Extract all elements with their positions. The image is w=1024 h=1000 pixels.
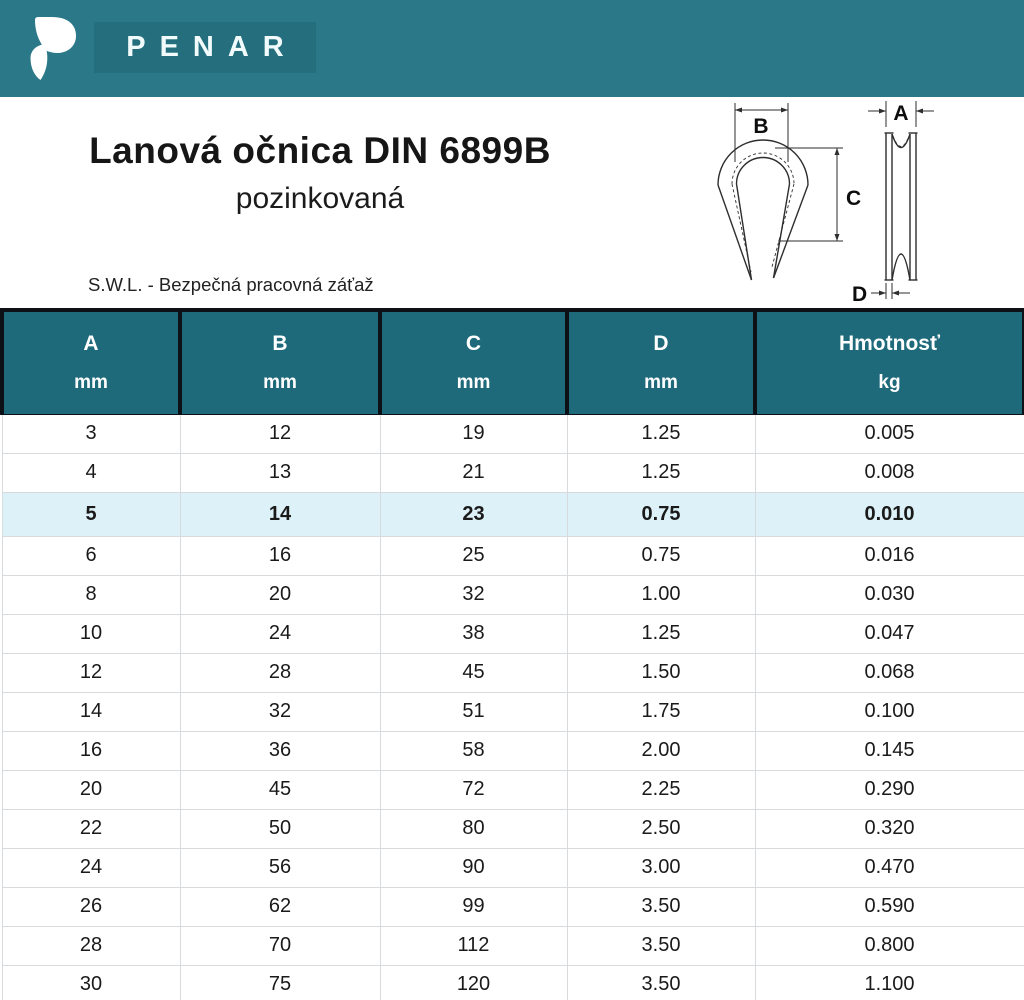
table-cell: 1.25 [567, 414, 755, 453]
brand-badge [94, 22, 316, 73]
table-cell: 20 [2, 770, 180, 809]
table-cell: 38 [380, 614, 567, 653]
table-row [2, 848, 1024, 887]
header-row [2, 310, 1024, 414]
table-cell: 0.75 [567, 492, 755, 536]
title-block [40, 128, 600, 216]
table-cell: 0.75 [567, 536, 755, 575]
dimension-c-label: C [846, 187, 862, 210]
column-header-b: B mm [180, 310, 380, 414]
spec-table [0, 308, 1024, 1000]
table-cell: 62 [180, 887, 380, 926]
brand-banner [0, 0, 1024, 97]
table-cell: 75 [180, 965, 380, 1000]
page-subtitle: pozinkovaná [235, 182, 405, 216]
table-cell: 0.047 [755, 614, 1024, 653]
table-cell: 0.008 [755, 453, 1024, 492]
brand-name: PENAR [126, 31, 298, 63]
table-cell: 10 [2, 614, 180, 653]
table-cell: 22 [2, 809, 180, 848]
table-cell: 30 [2, 965, 180, 1000]
table-cell: 72 [380, 770, 567, 809]
table-cell: 1.00 [567, 575, 755, 614]
table-cell: 3 [2, 414, 180, 453]
table-row [2, 575, 1024, 614]
dimension-b [735, 103, 788, 162]
table-row [2, 653, 1024, 692]
table-row [2, 887, 1024, 926]
table-cell: 51 [380, 692, 567, 731]
thimble-technical-drawing [690, 95, 1024, 310]
table-cell: 1.50 [567, 653, 755, 692]
table-cell: 3.00 [567, 848, 755, 887]
table-cell: 0.470 [755, 848, 1024, 887]
table-cell: 6 [2, 536, 180, 575]
table-cell: 12 [180, 414, 380, 453]
table-cell: 4 [2, 453, 180, 492]
table-cell: 58 [380, 731, 567, 770]
table-cell: 90 [380, 848, 567, 887]
dimension-a-label: A [893, 102, 909, 125]
table-cell: 19 [380, 414, 567, 453]
table-cell: 26 [2, 887, 180, 926]
table-cell: 8 [2, 575, 180, 614]
table-cell: 1.25 [567, 614, 755, 653]
table-cell: 1.100 [755, 965, 1024, 1000]
table-row [2, 414, 1024, 453]
table-cell: 45 [180, 770, 380, 809]
table-cell: 32 [180, 692, 380, 731]
table-row [2, 731, 1024, 770]
table-row [2, 809, 1024, 848]
table-cell: 1.75 [567, 692, 755, 731]
table-cell: 25 [380, 536, 567, 575]
spec-table-body [2, 414, 1024, 1000]
dimension-a [868, 101, 934, 127]
table-cell: 3.50 [567, 965, 755, 1000]
column-header-a: A mm [2, 310, 180, 414]
table-cell: 5 [2, 492, 180, 536]
table-row [2, 536, 1024, 575]
table-row [2, 692, 1024, 731]
dimension-b-label: B [753, 115, 769, 138]
table-cell: 24 [2, 848, 180, 887]
table-cell: 2.25 [567, 770, 755, 809]
table-cell: 24 [180, 614, 380, 653]
table-cell: 0.100 [755, 692, 1024, 731]
table-cell: 120 [380, 965, 567, 1000]
table-row [2, 453, 1024, 492]
table-cell: 0.005 [755, 414, 1024, 453]
table-row [2, 770, 1024, 809]
table-cell: 99 [380, 887, 567, 926]
table-cell: 56 [180, 848, 380, 887]
table-cell: 0.290 [755, 770, 1024, 809]
column-header-c: C mm [380, 310, 567, 414]
table-cell: 20 [180, 575, 380, 614]
table-cell: 0.800 [755, 926, 1024, 965]
dimension-d-label: D [852, 283, 868, 306]
table-cell: 112 [380, 926, 567, 965]
table-cell: 0.320 [755, 809, 1024, 848]
table-row [2, 614, 1024, 653]
table-cell: 0.068 [755, 653, 1024, 692]
table-cell: 50 [180, 809, 380, 848]
table-cell: 32 [380, 575, 567, 614]
thimble-front-view [718, 140, 808, 280]
penar-leaf-logo-icon [28, 9, 92, 89]
swl-note: S.W.L. - Bezpečná pracovná záťaž [88, 274, 374, 295]
table-cell: 28 [2, 926, 180, 965]
table-row [2, 926, 1024, 965]
table-cell: 21 [380, 453, 567, 492]
table-cell: 0.145 [755, 731, 1024, 770]
thimble-side-view [885, 133, 918, 280]
table-cell: 45 [380, 653, 567, 692]
table-cell: 16 [180, 536, 380, 575]
table-row [2, 965, 1024, 1000]
table-cell: 23 [380, 492, 567, 536]
table-cell: 12 [2, 653, 180, 692]
table-cell: 28 [180, 653, 380, 692]
table-cell: 1.25 [567, 453, 755, 492]
table-cell: 36 [180, 731, 380, 770]
table-cell: 70 [180, 926, 380, 965]
table-cell: 14 [2, 692, 180, 731]
table-cell: 14 [180, 492, 380, 536]
table-cell: 2.50 [567, 809, 755, 848]
table-cell: 0.016 [755, 536, 1024, 575]
table-cell: 2.00 [567, 731, 755, 770]
spec-table-header [2, 310, 1024, 414]
table-row-highlighted [2, 492, 1024, 536]
table-cell: 3.50 [567, 926, 755, 965]
table-cell: 13 [180, 453, 380, 492]
column-header-d: D mm [567, 310, 755, 414]
table-cell: 0.010 [755, 492, 1024, 536]
column-header-hmotnost: Hmotnosť kg [755, 310, 1024, 414]
table-cell: 3.50 [567, 887, 755, 926]
table-cell: 0.030 [755, 575, 1024, 614]
table-cell: 80 [380, 809, 567, 848]
dimension-d [852, 283, 910, 306]
table-cell: 0.590 [755, 887, 1024, 926]
table-cell: 16 [2, 731, 180, 770]
page-title: Lanová očnica DIN 6899B [89, 130, 551, 171]
